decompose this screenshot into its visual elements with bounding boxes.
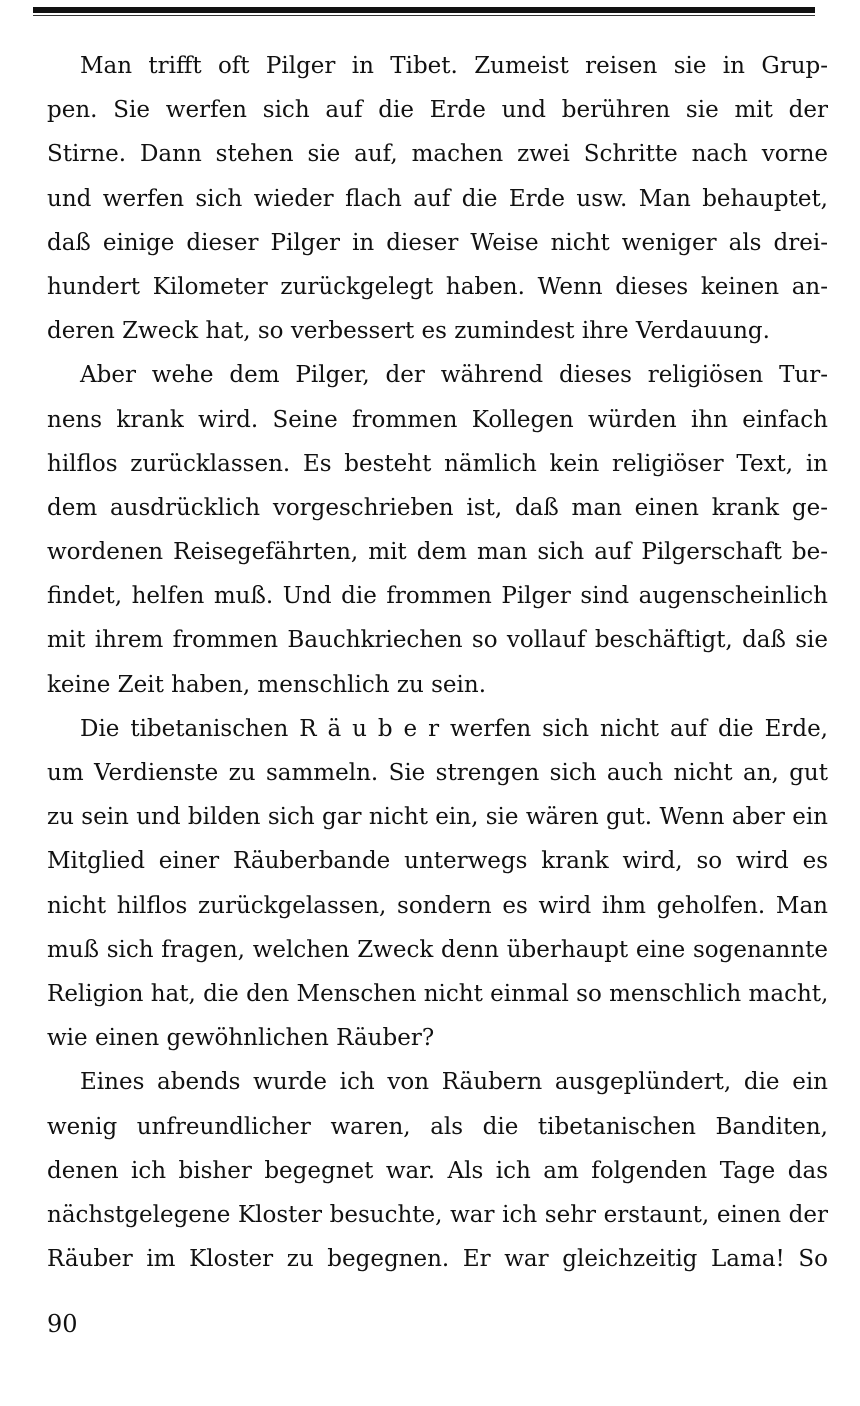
text-line: nens krank wird. Seine frommen Kollegen würden ihn einfach [47,406,828,433]
text-line: Räuber im Kloster zu begegnen. Er war gleichzeitig Lama! So [47,1246,828,1273]
body-text [47,44,828,1281]
paragraph [47,707,828,1061]
text-line: Man trifft oft Pilger in Tibet. Zumeist reisen sie in Grup- [80,53,828,79]
text-line: nicht hilflos zurückgelassen, sondern es wird ihm geholfen. Man [47,892,828,919]
header-rule [33,7,815,13]
text-line: Religion hat, die den Menschen nicht einmal so menschlich macht, [47,980,829,1007]
text-line: deren Zweck hat, so verbessert es zumindest ihre Verdauung. [47,318,770,345]
paragraph [47,353,828,707]
paragraph [47,1060,828,1281]
text-line: daß einige dieser Pilger in dieser Weise nicht weniger als drei- [47,229,828,256]
text-line: Eines abends wurde ich von Räubern ausgeplündert, die ein [80,1069,828,1096]
text-line: keine Zeit haben, menschlich zu sein. [47,671,487,698]
text-line: findet, helfen muß. Und die frommen Pilger sind augenscheinlich [47,583,828,610]
text-line: dem ausdrücklich vorgeschrieben ist, daß man einen krank ge- [47,494,828,521]
text-line: zu sein und bilden sich gar nicht ein, sie wären gut. Wenn aber ein [47,804,828,831]
text-line: Stirne. Dann stehen sie auf, machen zwei Schritte nach vorne [47,141,828,168]
text-line: mit ihrem frommen Bauchkriechen so vollauf beschäftigt, daß sie [47,627,828,654]
text-line: muß sich fragen, welchen Zweck denn überhaupt eine sogenannte [47,936,828,963]
text-line: Die tibetanischen R ä u b e r werfen sich nicht auf die Erde, [80,715,828,742]
text-line: hundert Kilometer zurückgelegt haben. Wenn dieses keinen an- [47,273,828,300]
page-number: 90 [47,1310,78,1338]
text-line: denen ich bisher begegnet war. Als ich am folgenden Tage das [47,1157,828,1184]
text-line: pen. Sie werfen sich auf die Erde und berühren sie mit der [47,97,828,124]
header-rule-thin [33,15,815,16]
text-line: hilflos zurücklassen. Es besteht nämlich kein religiöser Text, in [47,450,828,477]
text-line: Mitglied einer Räuberbande unterwegs krank wird, so wird es [47,848,828,875]
paragraph [47,44,828,353]
text-line: wenig unfreundlicher waren, als die tibetanischen Banditen, [47,1113,828,1140]
text-line: Aber wehe dem Pilger, der während dieses religiösen Tur- [80,362,828,389]
text-line: um Verdienste zu sammeln. Sie strengen sich auch nicht an, gut [47,760,828,786]
text-line: wie einen gewöhnlichen Räuber? [47,1025,435,1052]
text-line: und werfen sich wieder flach auf die Erde usw. Man behauptet, [47,185,828,212]
text-line: nächstgelegene Kloster besuchte, war ich sehr erstaunt, einen der [47,1201,828,1228]
text-line: wordenen Reisegefährten, mit dem man sich auf Pilgerschaft be- [47,539,828,566]
